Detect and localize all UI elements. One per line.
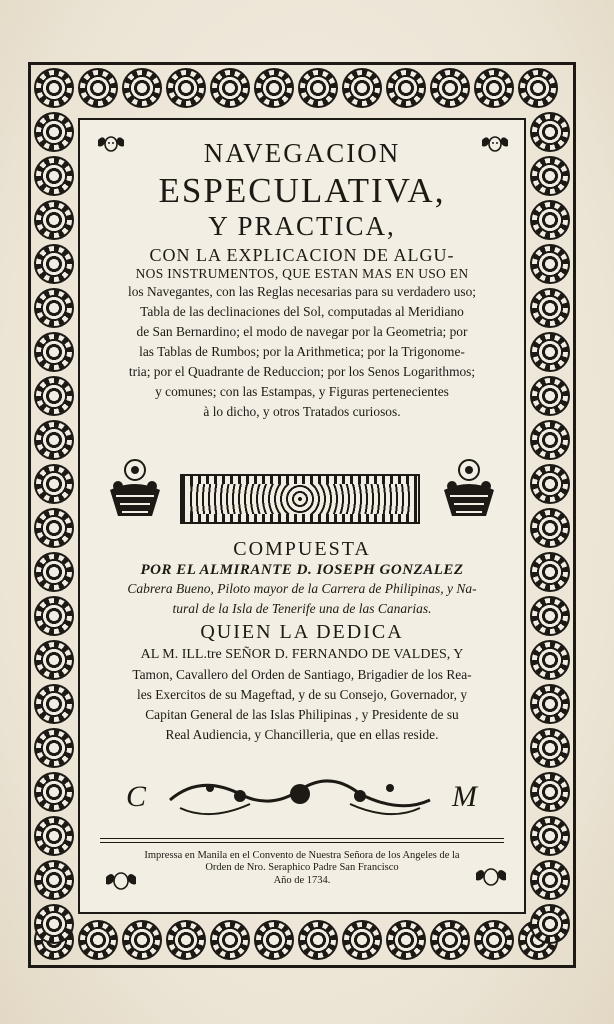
rosette-icon (530, 684, 570, 724)
rosette-icon (210, 920, 250, 960)
description-line: tria; por el Quadrante de Reduccion; por los Senos Logarithmos; (128, 364, 476, 380)
rosette-icon (34, 684, 74, 724)
title-line-1: NAVEGACION (203, 138, 401, 168)
rosette-icon (34, 376, 74, 416)
rosette-icon (34, 156, 74, 196)
description-line: CON LA EXPLICACION DE ALGU- (149, 245, 455, 266)
rosette-icon (386, 920, 426, 960)
rosette-icon (530, 904, 570, 944)
rosette-icon (298, 920, 338, 960)
rosette-icon (254, 920, 294, 960)
rosette-icon (474, 68, 514, 108)
description-line: las Tablas de Rumbos; por la Arithmetica; por la Trigonome- (139, 344, 465, 360)
rosette-icon (122, 68, 162, 108)
rosette-icon (78, 68, 118, 108)
rosette-icon (530, 552, 570, 592)
cherub-icon (474, 862, 508, 892)
rosette-icon (34, 728, 74, 768)
rosette-icon (166, 920, 206, 960)
description-line: y comunes; con las Estampas, y Figuras pertenecientes (155, 384, 449, 400)
rosette-icon (530, 332, 570, 372)
rosette-icon (530, 508, 570, 548)
rosette-icon (34, 860, 74, 900)
rosette-icon (530, 728, 570, 768)
ornamental-headpiece (180, 474, 420, 524)
rosette-icon (342, 68, 382, 108)
rosette-icon (530, 420, 570, 460)
floral-swash-ornament (120, 770, 480, 824)
rosette-icon (298, 68, 338, 108)
description-line: los Navegantes, con las Reglas necesarias para su verdadero uso; (127, 284, 477, 300)
dedication-body (84, 645, 520, 745)
rosette-icon (34, 596, 74, 636)
monogram-left: C (126, 780, 147, 813)
imprint-block (128, 850, 476, 887)
rosette-icon (530, 376, 570, 416)
rosette-icon (430, 68, 470, 108)
rosette-icon (34, 200, 74, 240)
rosette-icon (530, 464, 570, 504)
rosette-icon (474, 920, 514, 960)
border-rosettes-bottom (32, 918, 560, 962)
description-line: NOS INSTRUMENTOS, QUE ESTAN MAS EN USO EN (135, 266, 469, 282)
flower-basket-icon (440, 456, 498, 526)
description-line: à lo dicho, y otros Tratados curiosos. (203, 404, 401, 420)
rosette-icon (166, 68, 206, 108)
headpiece-pattern (190, 484, 410, 514)
composed-heading: COMPUESTA (233, 538, 371, 560)
dedication-heading: QUIEN LA DEDICA (200, 621, 404, 644)
divider-rule (100, 838, 504, 839)
rosette-icon (530, 816, 570, 856)
author-detail-line: tural de la Isla de Tenerife una de las Canarias. (172, 601, 432, 617)
rosette-icon (254, 68, 294, 108)
border-rosettes-top (32, 66, 560, 110)
rosette-icon (530, 156, 570, 196)
rosette-icon (34, 288, 74, 328)
title-line-3: Y PRACTICA, (208, 211, 396, 242)
rosette-icon (430, 920, 470, 960)
title-line-2: ESPECULATIVA, (158, 170, 446, 210)
rosette-icon (34, 464, 74, 504)
imprint-line: Orden de Nro. Seraphico Padre San Francisco (205, 862, 399, 874)
imprint-year: Año de 1734. (273, 874, 331, 886)
rosette-icon (530, 200, 570, 240)
author-block (84, 538, 520, 745)
rosette-icon (518, 68, 558, 108)
divider-rule (100, 842, 504, 843)
title-text-block (84, 126, 520, 422)
rosette-icon (34, 332, 74, 372)
dedication-line: Capitan General de las Islas Philipinas , y Presidente de su (145, 706, 459, 722)
rosette-icon (530, 596, 570, 636)
rosette-icon (122, 920, 162, 960)
rosette-icon (34, 640, 74, 680)
rosette-icon (530, 640, 570, 680)
rosette-icon (386, 68, 426, 108)
description-line: de San Bernardino; el modo de navegar por la Geometria; por (136, 324, 468, 340)
rosette-icon (530, 244, 570, 284)
author-detail-line: Cabrera Bueno, Piloto mayor de la Carrera de Philipinas, y Na- (127, 581, 477, 597)
rosette-icon (342, 920, 382, 960)
author-line: POR EL ALMIRANTE D. IOSEPH GONZALEZ (140, 561, 464, 578)
rosette-icon (34, 904, 74, 944)
dedication-line: les Exercitos de su Mageftad, y de su Consejo, Governador, y (136, 686, 468, 702)
border-rosettes-left (32, 110, 76, 946)
rosette-icon (530, 860, 570, 900)
border-rosettes-right (528, 110, 572, 946)
dedication-line: AL M. ILL.tre SEÑOR D. FERNANDO DE VALDES, Y (140, 646, 464, 662)
rosette-icon (34, 508, 74, 548)
rosette-icon (34, 420, 74, 460)
rosette-icon (34, 772, 74, 812)
flower-basket-icon (106, 456, 164, 526)
rosette-icon (210, 68, 250, 108)
rosette-icon (530, 112, 570, 152)
rosette-icon (34, 68, 74, 108)
rosette-icon (530, 772, 570, 812)
description-body (84, 282, 520, 422)
dedication-line: Tamon, Cavallero del Orden de Santiago, Brigadier de los Rea- (132, 666, 472, 682)
monogram-right: M (452, 780, 477, 813)
imprint-line: Impressa en Manila en el Convento de Nuestra Señora de los Angeles de la (144, 850, 460, 861)
rosette-icon (530, 288, 570, 328)
description-line: Tabla de las declinaciones del Sol, computadas al Meridiano (140, 304, 464, 320)
dedication-line: Real Audiencia, y Chancilleria, que en ellas reside. (165, 726, 439, 742)
rosette-icon (34, 816, 74, 856)
rosette-icon (34, 552, 74, 592)
rosette-icon (34, 244, 74, 284)
rosette-icon (78, 920, 118, 960)
rosette-icon (34, 112, 74, 152)
